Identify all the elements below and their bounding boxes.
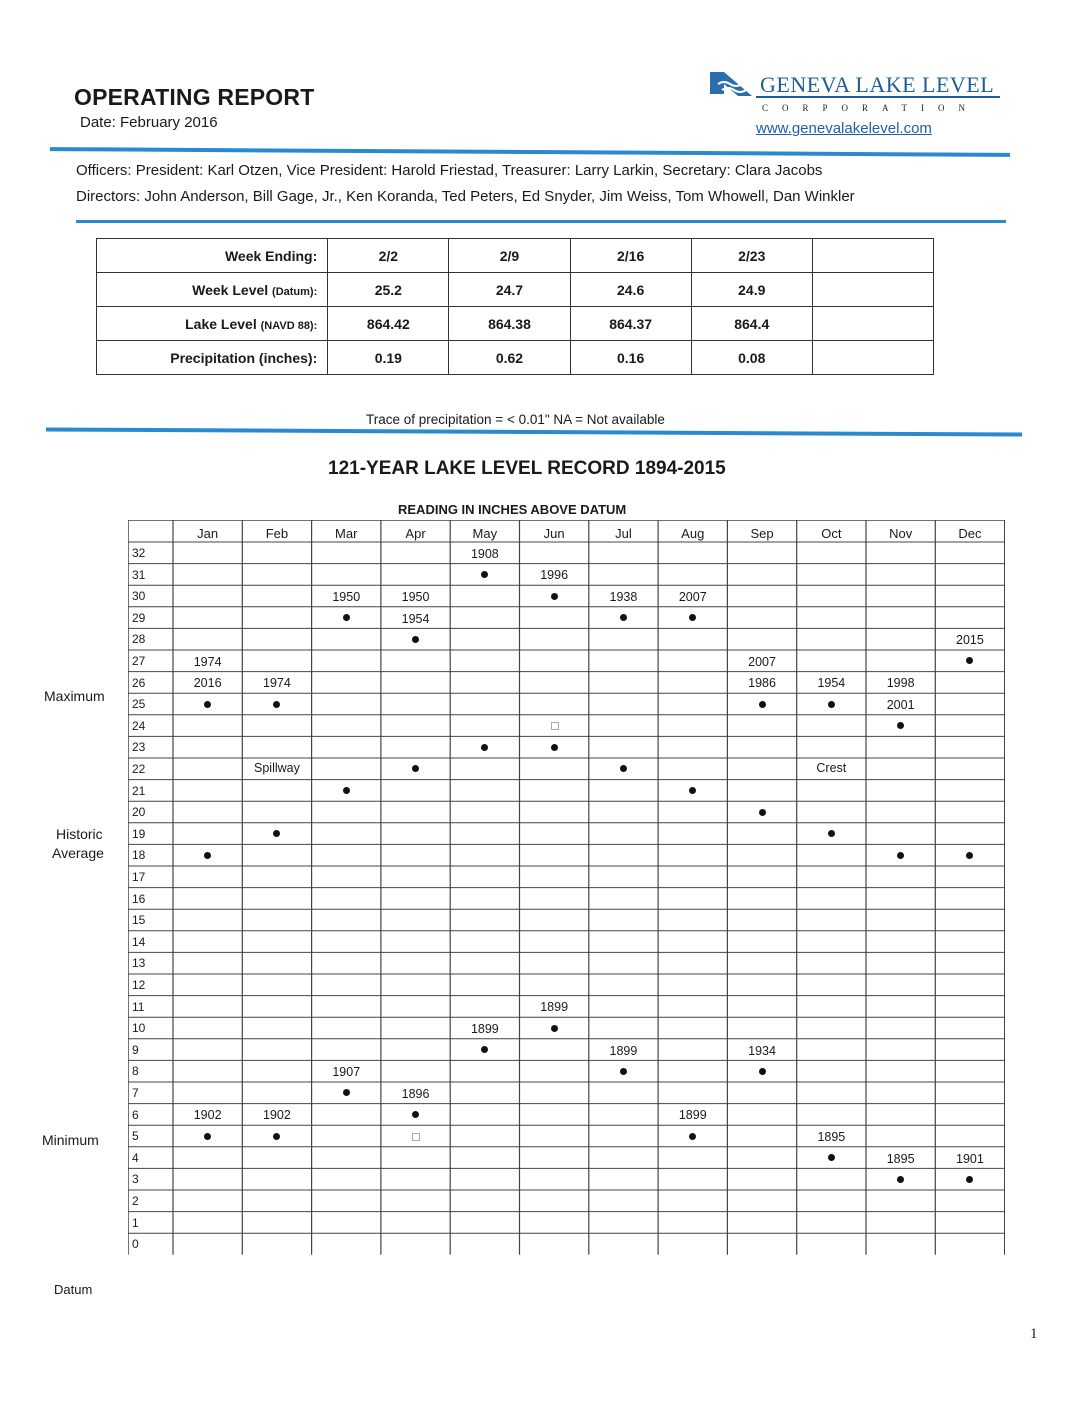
weekly-row-label: Precipitation (inches): [97, 341, 328, 375]
max-point [620, 614, 627, 621]
weekly-cell: 2/16 [570, 239, 691, 273]
min-point [759, 1068, 766, 1075]
month-header: Apr [405, 526, 426, 541]
level-label: 13 [132, 956, 146, 971]
year-label: 1902 [193, 1108, 222, 1123]
level-label: 9 [132, 1042, 139, 1057]
level-label: 0 [132, 1237, 139, 1252]
month-header: Jul [615, 526, 632, 541]
officers-line: Officers: President: Karl Otzen, Vice President: Harold Friestad, Treasurer: Larry Larkin, Secretary: Clara Jacobs [76, 162, 823, 179]
month-header: Sep [750, 526, 774, 541]
max-point [551, 593, 558, 600]
month-header: Nov [889, 526, 913, 541]
level-label: 26 [132, 675, 146, 690]
month-header: Oct [821, 526, 842, 541]
year-label: 1907 [332, 1065, 361, 1080]
month-header: Jun [543, 526, 565, 541]
level-label: 19 [132, 826, 146, 841]
min-point [897, 1176, 904, 1183]
level-label: 16 [132, 891, 146, 906]
weekly-cell: 25.2 [328, 273, 449, 307]
weekly-table [96, 238, 934, 375]
year-label: 1986 [748, 676, 776, 691]
weekly-cell: 864.42 [328, 307, 449, 341]
average-point [343, 787, 350, 794]
min-point [204, 1133, 211, 1140]
level-label: 30 [132, 589, 146, 604]
average-point [828, 830, 835, 837]
weekly-cell: 864.4 [691, 307, 812, 341]
level-label: 12 [132, 978, 146, 992]
average-point [759, 809, 766, 816]
year-label: 1899 [609, 1043, 638, 1058]
logo-name: GENEVA LAKE LEVEL [760, 72, 995, 97]
level-label: 27 [132, 654, 146, 668]
weekly-cell: 2/2 [328, 239, 449, 273]
level-label: 4 [132, 1150, 139, 1165]
year-label: 1908 [470, 546, 499, 561]
year-label: 1902 [263, 1108, 291, 1123]
level-label: 14 [132, 934, 146, 949]
level-label: 7 [132, 1086, 139, 1100]
year-label: 1934 [748, 1043, 776, 1058]
weekly-row [97, 307, 934, 341]
current-level-marker [412, 1133, 420, 1141]
weekly-row [97, 239, 934, 273]
trace-note: Trace of precipitation = < 0.01" NA = Not available [366, 412, 665, 427]
level-label: 32 [132, 546, 146, 560]
weekly-cell [812, 307, 933, 341]
level-label: 17 [132, 870, 146, 884]
year-label: 1899 [470, 1022, 499, 1036]
year-label: 1938 [609, 590, 638, 604]
year-label: 1896 [401, 1086, 430, 1101]
year-label: 2001 [886, 698, 915, 712]
month-header: Aug [681, 526, 705, 541]
year-label: 2007 [678, 590, 707, 604]
year-label: 1895 [817, 1130, 846, 1144]
level-label: 6 [132, 1107, 139, 1122]
level-label: 8 [132, 1064, 139, 1079]
weekly-cell: 2/23 [691, 239, 812, 273]
min-point [620, 1068, 627, 1075]
max-point [828, 701, 835, 708]
max-point [273, 701, 280, 708]
report-date: Date: February 2016 [80, 114, 218, 131]
weekly-cell [812, 341, 933, 375]
level-label: 18 [132, 848, 146, 863]
logo-corporation: CORPORATION [762, 103, 980, 113]
current-level-marker [551, 722, 559, 730]
weekly-row-label: Week Level (Datum): [97, 273, 328, 307]
weekly-cell: 864.38 [449, 307, 570, 341]
average-point [551, 744, 558, 751]
year-label: 1974 [263, 676, 291, 691]
level-label: 2 [132, 1194, 139, 1208]
year-label: 2007 [748, 654, 776, 669]
year-label: 1954 [817, 676, 846, 691]
weekly-cell: 0.08 [691, 341, 812, 375]
level-label: 23 [132, 740, 146, 755]
level-label: 5 [132, 1129, 139, 1144]
record-subtitle: READING IN INCHES ABOVE DATUM [398, 502, 627, 517]
average-point [204, 852, 211, 859]
max-point [412, 636, 419, 643]
label-maximum: Maximum [44, 688, 105, 704]
page-title: OPERATING REPORT [74, 84, 315, 110]
year-label: 1950 [401, 590, 430, 604]
label-datum: Datum [54, 1282, 93, 1297]
level-label: 1 [132, 1215, 139, 1230]
weekly-row [97, 341, 934, 375]
level-label: 20 [132, 805, 146, 820]
min-point [828, 1154, 835, 1161]
level-label: 24 [132, 718, 146, 733]
grid-lines [128, 520, 1005, 1255]
min-point [412, 1111, 419, 1118]
level-label: 28 [132, 632, 146, 647]
level-label: 22 [132, 762, 146, 776]
divider-officers [76, 220, 1006, 223]
max-point [759, 701, 766, 708]
weekly-cell: 864.37 [570, 307, 691, 341]
lake-level-grid [128, 520, 1005, 1255]
month-header: Mar [335, 526, 358, 541]
label-minimum: Minimum [42, 1132, 99, 1148]
year-label: 2016 [193, 676, 222, 691]
label-historic: Historic [56, 826, 103, 842]
spillway-note: Spillway [254, 760, 300, 775]
level-label: 11 [132, 999, 145, 1014]
weekly-cell [812, 273, 933, 307]
month-header: May [472, 526, 498, 541]
weekly-row-label: Week Ending: [97, 239, 328, 273]
year-label: 1950 [332, 590, 361, 604]
label-average: Average [52, 845, 104, 861]
level-label: 21 [132, 783, 146, 798]
weekly-cell: 24.7 [449, 273, 570, 307]
month-header: Jan [197, 526, 219, 541]
level-label: 10 [132, 1021, 146, 1036]
year-label: 1954 [401, 611, 430, 626]
max-point [343, 614, 350, 621]
page-number: 1 [1030, 1326, 1038, 1342]
year-label: 1998 [886, 676, 915, 691]
min-point [689, 1133, 696, 1140]
website-link[interactable]: www.genevalakelevel.com [756, 120, 932, 137]
crest-note: Crest [816, 760, 847, 775]
weekly-cell: 0.16 [570, 341, 691, 375]
directors-line: Directors: John Anderson, Bill Gage, Jr., Ken Koranda, Ted Peters, Ed Snyder, Jim Weiss, Tom Whowell, Dan Winkler [76, 188, 855, 205]
weekly-cell: 0.62 [449, 341, 570, 375]
level-label: 15 [132, 913, 146, 928]
weekly-cell: 2/9 [449, 239, 570, 273]
month-header: Feb [265, 526, 289, 541]
weekly-cell: 0.19 [328, 341, 449, 375]
year-label: 1899 [678, 1108, 707, 1123]
month-header: Dec [958, 526, 982, 541]
max-point [204, 701, 211, 708]
divider-record [46, 427, 1022, 436]
level-label: 3 [132, 1172, 139, 1187]
year-label: 1974 [193, 654, 222, 669]
year-label: 1996 [540, 568, 569, 583]
year-label: 2015 [956, 633, 984, 648]
weekly-row-label: Lake Level (NAVD 88): [97, 307, 328, 341]
average-point [897, 852, 904, 859]
min-point [273, 1133, 280, 1140]
weekly-cell [812, 239, 933, 273]
level-label: 25 [132, 697, 146, 712]
year-label: 1901 [956, 1151, 984, 1166]
level-label: 29 [132, 610, 146, 625]
min-point [551, 1025, 558, 1032]
weekly-cell: 24.9 [691, 273, 812, 307]
year-label: 1895 [886, 1151, 915, 1166]
year-label: 1899 [540, 1000, 569, 1015]
level-label: 31 [132, 567, 146, 582]
weekly-row [97, 273, 934, 307]
record-title: 121-YEAR LAKE LEVEL RECORD 1894-2015 [328, 458, 726, 479]
weekly-cell: 24.6 [570, 273, 691, 307]
